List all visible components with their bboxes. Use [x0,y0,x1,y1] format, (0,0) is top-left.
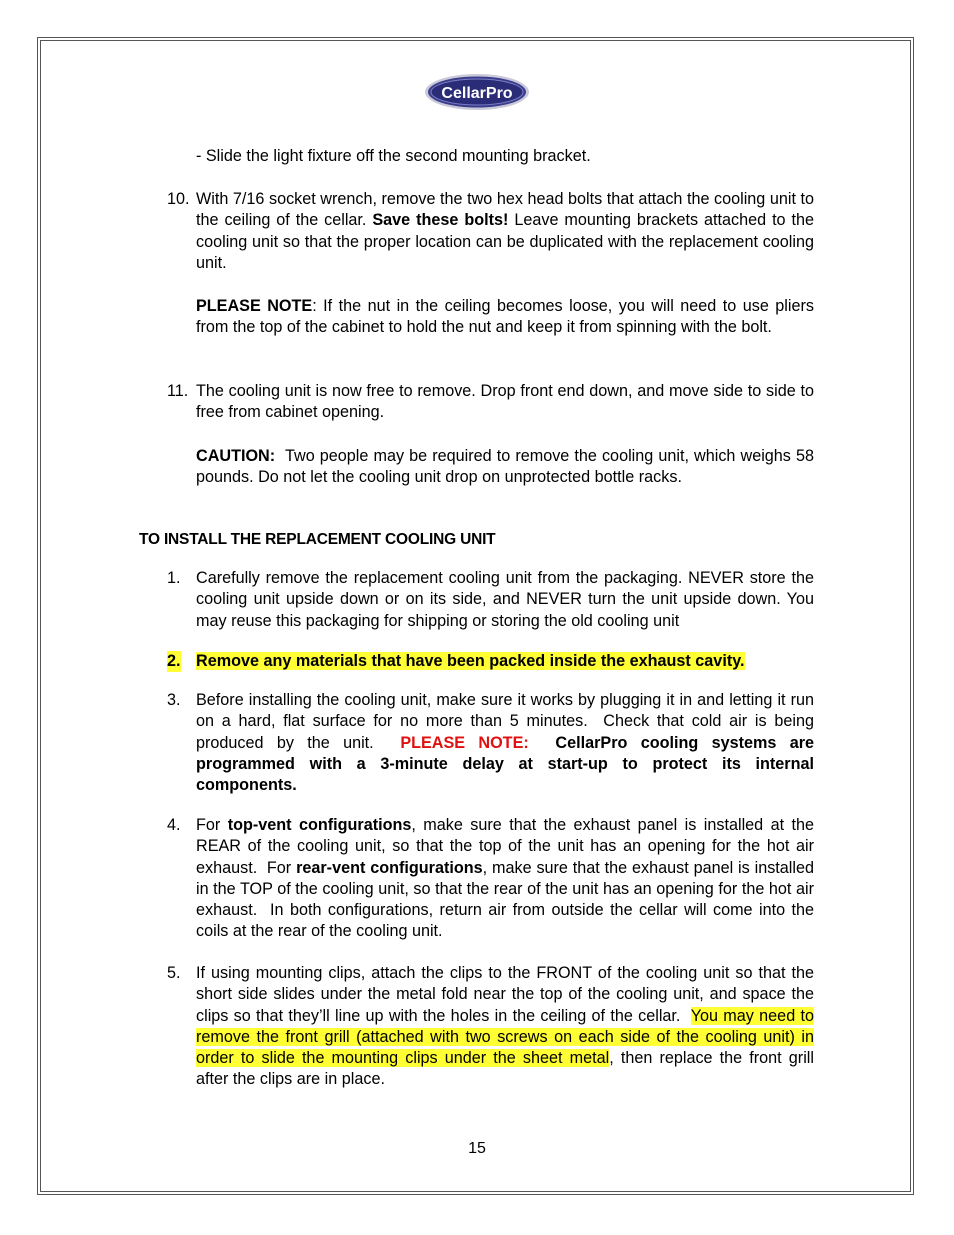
install-2-text: Remove any materials that have been packed inside the exhaust cavity. [196,652,745,670]
install-5-highlight: You may need to remove the front grill (attached with two screws on each side of the cooling unit) in order to slide the mounting clips under the sheet metal [196,1006,814,1068]
install-1-text: Carefully remove the replacement cooling unit from the packaging. NEVER store the cooling unit upside down or on its side, and NEVER turn the unit upside down. You may reuse this packaging for shipping or storing the old cooling unit [196,569,814,630]
install-3-number: 3. [167,691,181,709]
install-5-text: If using mounting clips, attach the clips to the FRONT of the cooling unit so that the short side slides under the metal fold near the top of the cooling unit, and space the clips so that they’ll line up with the holes in the ceiling of the cellar. You may need to remove the front grill (attached with two screws on each side of the cooling unit) in order to slide the mounting clips under the sheet metal, then replace the front grill after the clips are in place. [196,964,819,1089]
logo-text: CellarPro [441,85,513,102]
intro-line: - Slide the light fixture off the second mounting bracket. [196,147,591,165]
step-10-note: PLEASE NOTE: If the nut in the ceiling becomes loose, you will need to use pliers from the top of the cabinet to hold the nut and keep it from spinning with the bolt. [196,297,814,337]
step-11-text: The cooling unit is now free to remove. Drop front end down, and move side to side to free from cabinet opening. [196,382,814,422]
install-4-text: For top-vent configurations, make sure that the exhaust panel is installed at the REAR of the cooling unit, so that the top of the unit has an opening for the hot air exhaust. For rear-vent configurations, make sure that the exhaust panel is installed in the TOP of the cooling unit, so that the rear of the unit has an opening for the hot air exhaust. In both configurations, return air from outside the cellar will come into the coils at the rear of the cooling unit. [196,816,819,941]
page-number: 15 [468,1140,486,1157]
install-3-text: Before installing the cooling unit, make sure it works by plugging it in and letting it run on a hard, flat surface for no more than 5 minutes. Check that cold air is being produced by the unit. PLEASE NOTE: CellarPro cooling systems are programmed with a 3-minute delay at start-up to protect its internal components. [196,691,819,795]
step-11-number: 11. [167,382,189,400]
step-10-number: 10. [167,190,190,208]
step-11-caution: CAUTION: Two people may be required to remove the cooling unit, which weighs 58 pounds. Do not let the cooling unit drop on unprotected bottle racks. [196,447,819,487]
install-5-number: 5. [167,964,181,982]
install-2-number: 2. [167,651,181,672]
install-1-number: 1. [167,569,181,587]
install-4-number: 4. [167,816,181,834]
step-10-text: With 7/16 socket wrench, remove the two hex head bolts that attach the cooling unit to the ceiling of the cellar. Save these bolts! Leave mounting brackets attached to the cooling unit so that the proper location can be duplicated with the replacement cooling unit. [196,190,815,272]
cellarpro-logo [424,73,530,111]
section-heading: TO INSTALL THE REPLACEMENT COOLING UNIT [139,531,496,548]
